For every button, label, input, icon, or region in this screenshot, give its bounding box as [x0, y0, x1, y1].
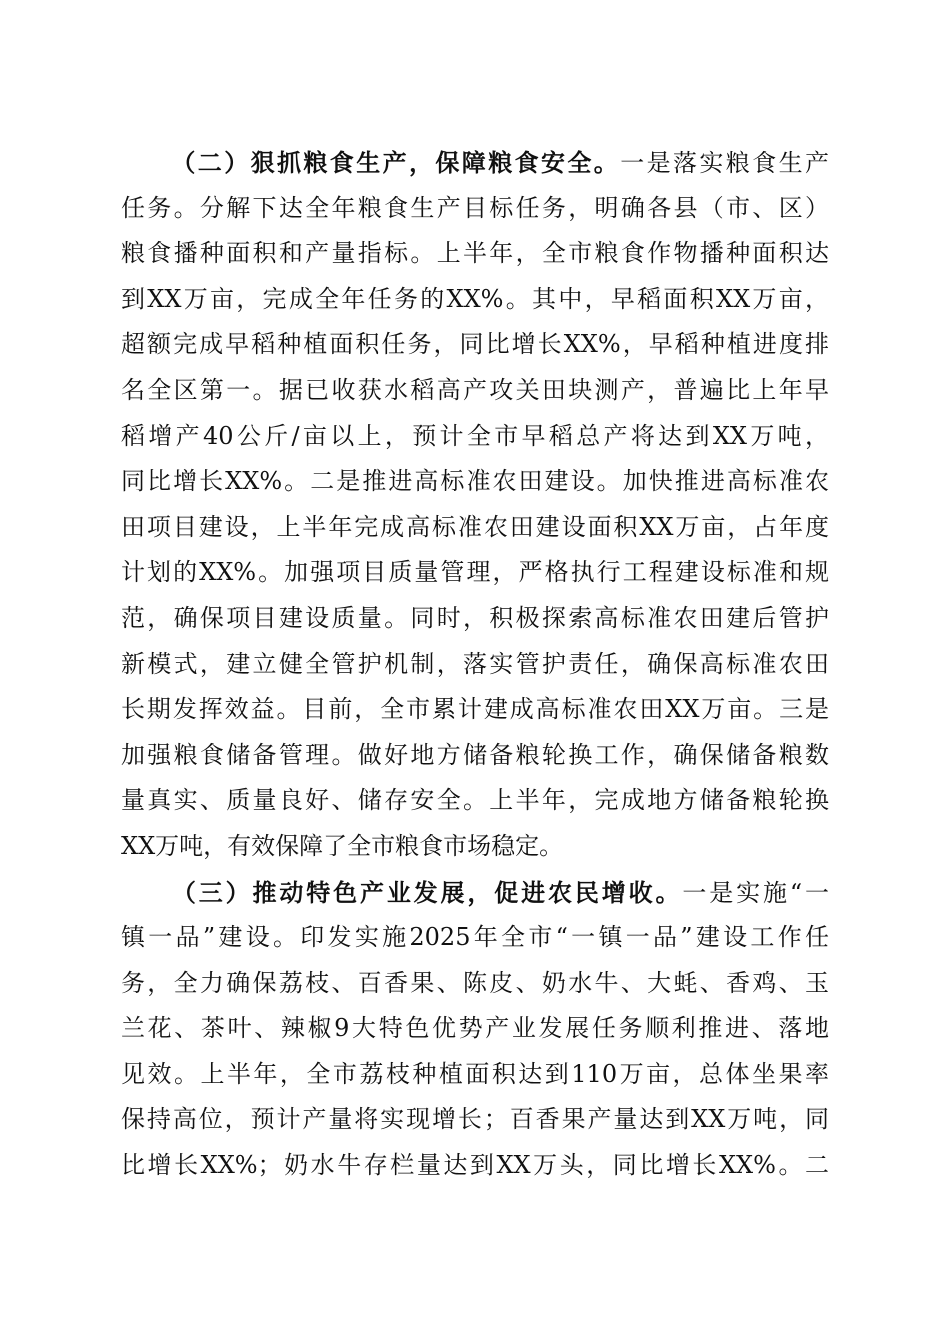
paragraph-line: 名全区第一。据已收获水稻高产攻关田块测产，普遍比上年早 [121, 375, 829, 404]
paragraph-line: 保持高位，预计产量将实现增长；百香果产量达到XX万吨，同 [121, 1105, 829, 1134]
paragraph-line: 到XX万亩，完成全年任务的XX%。其中，早稻面积XX万亩， [121, 284, 829, 313]
paragraph-line: 计划的XX%。加强项目质量管理，严格执行工程建设标准和规 [121, 558, 829, 587]
paragraph-text: 一是落实粮食生产 [620, 149, 829, 177]
paragraph-line [121, 140, 829, 186]
paragraph-line: 粮食播种面积和产量指标。上半年，全市粮食作物播种面积达 [121, 239, 829, 268]
paragraph-line: 兰花、茶叶、辣椒9大特色优势产业发展任务顺利推进、落地 [121, 1014, 829, 1043]
paragraph-line: 新模式，建立健全管护机制，落实管护责任，确保高标准农田 [121, 649, 829, 678]
paragraph-line: 稻增产40公斤/亩以上，预计全市早稻总产将达到XX万吨， [121, 421, 829, 450]
paragraph-line: 量真实、质量良好、储存安全。上半年，完成地方储备粮轮换 [121, 786, 829, 815]
section-heading: （三）推动特色产业发展，促进农民增收。 [169, 877, 683, 907]
paragraph-line: 务，全力确保荔枝、百香果、陈皮、奶水牛、大蚝、香鸡、玉 [121, 968, 829, 997]
section-heading: （二）狠抓粮食生产，保障粮食安全。 [169, 148, 621, 177]
paragraph-line: 同比增长XX%。二是推进高标准农田建设。加快推进高标准农 [121, 467, 829, 496]
paragraph-line: XX万吨，有效保障了全市粮食市场稳定。 [121, 831, 564, 860]
paragraph-line: 范，确保项目建设质量。同时，积极探索高标准农田建后管护 [121, 603, 829, 632]
document-body [121, 140, 829, 1189]
paragraph-line: 长期发挥效益。目前，全市累计建成高标准农田XX万亩。三是 [121, 695, 829, 724]
paragraph-line: 任务。分解下达全年粮食生产目标任务，明确各县（市、区） [121, 193, 829, 222]
paragraph-line: 见效。上半年，全市荔枝种植面积达到110万亩，总体坐果率 [121, 1059, 829, 1088]
paragraph-line: 镇一品”建设。印发实施2025年全市“一镇一品”建设工作任 [121, 923, 829, 952]
paragraph-line: 超额完成早稻种植面积任务，同比增长XX%，早稻种植进度排 [121, 330, 829, 359]
paragraph-text: 一是实施“一 [682, 878, 829, 907]
paragraph-line [121, 870, 829, 916]
paragraph-line: 比增长XX%；奶水牛存栏量达到XX万头，同比增长XX%。二 [121, 1151, 829, 1180]
paragraph-line: 田项目建设，上半年完成高标准农田建设面积XX万亩，占年度 [121, 512, 829, 541]
paragraph-line: 加强粮食储备管理。做好地方储备粮轮换工作，确保储备粮数 [121, 740, 829, 769]
